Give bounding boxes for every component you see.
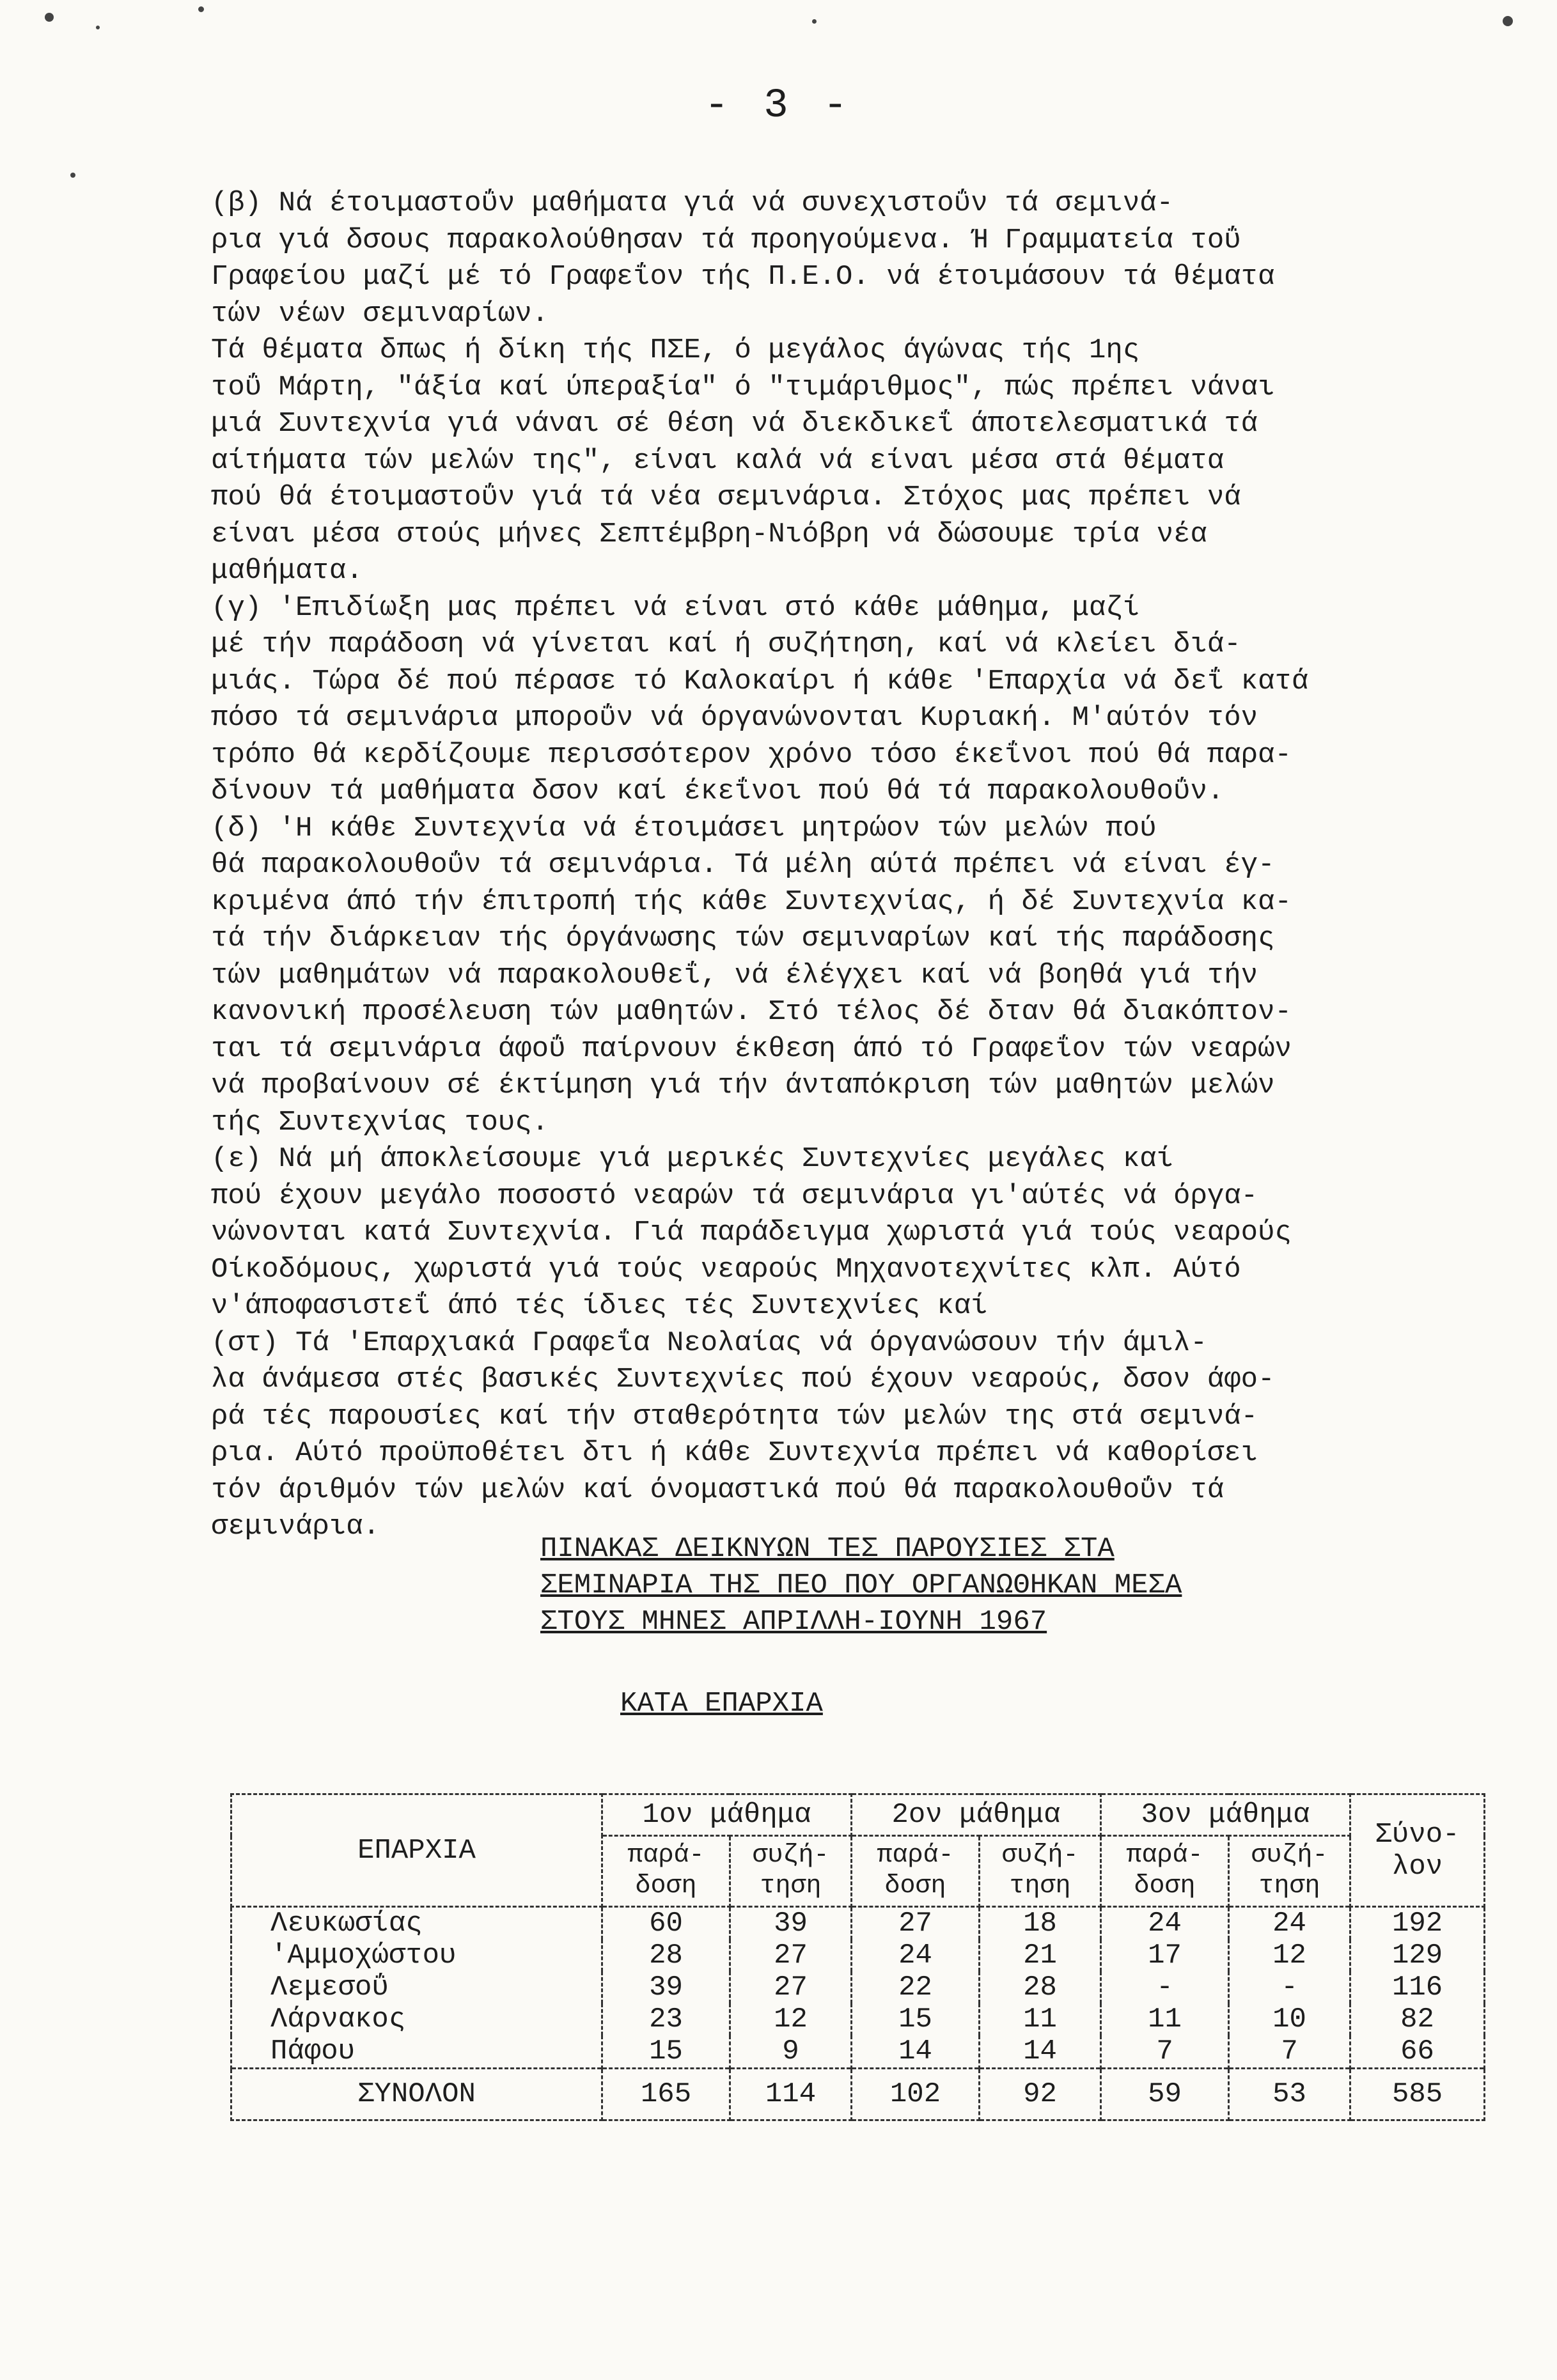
value-cell: 129	[1350, 1940, 1485, 1972]
value-cell: 9	[730, 2035, 852, 2069]
value-cell: 27	[730, 1940, 852, 1972]
value-cell: 24	[852, 1940, 980, 1972]
sub-delivery-2: παρά- δοση	[852, 1836, 980, 1907]
value-cell: -	[1101, 1972, 1229, 2003]
paragraph-st: (στ) Τά 'Επαρχιακά Γραφεΐα Νεολαίας νά όργανώσουν τήν άμιλ- λα άνάμεσα στές βασικές Συντεχνίες πού έχουν νεαρούς, δσον άφο- ρά τές παρουσίες καί τήν σταθερότητα τών μελών της στά σεμινά- ρια. Αύτό προϋποθέτει δτι ή κάθε Συντεχνία πρέπει νά καθορίσει τόν άριθμόν τών μελών καί όνομαστικά πού θά παρακολουθοΰν τά σεμινάρια.	[211, 1326, 1275, 1543]
table-row	[231, 1907, 1485, 1940]
table-row	[231, 2003, 1485, 2035]
col-lesson3-header: 3ον μάθημα	[1101, 1794, 1350, 1836]
sub-discussion-2: συζή- τηση	[980, 1836, 1101, 1907]
total-cell: 165	[602, 2069, 730, 2120]
value-cell: 66	[1350, 2035, 1485, 2069]
col-total-header: Σύνο- λον	[1350, 1794, 1485, 1907]
body-text	[211, 185, 1464, 1546]
value-cell: 21	[980, 1940, 1101, 1972]
attendance-table-wrap	[230, 1793, 1483, 2121]
value-cell: 27	[852, 1907, 980, 1940]
value-cell: 60	[602, 1907, 730, 1940]
value-cell: 7	[1101, 2035, 1229, 2069]
sub-discussion-3: συζή- τηση	[1229, 1836, 1350, 1907]
region-cell: Λευκωσίας	[231, 1907, 602, 1940]
sub-delivery-3: παρά- δοση	[1101, 1836, 1229, 1907]
table-row	[231, 1972, 1485, 2003]
value-cell: 18	[980, 1907, 1101, 1940]
value-cell: 28	[980, 1972, 1101, 2003]
col-lesson2-header: 2ον μάθημα	[852, 1794, 1101, 1836]
region-cell: Πάφου	[231, 2035, 602, 2069]
total-cell: 102	[852, 2069, 980, 2120]
sub-discussion-1: συζή- τηση	[730, 1836, 852, 1907]
value-cell: 10	[1229, 2003, 1350, 2035]
value-cell: 39	[602, 1972, 730, 2003]
total-cell: 585	[1350, 2069, 1485, 2120]
total-cell: 59	[1101, 2069, 1229, 2120]
value-cell: 28	[602, 1940, 730, 1972]
value-cell: 82	[1350, 2003, 1485, 2035]
attendance-table	[230, 1793, 1485, 2121]
region-cell: 'Αμμοχώστου	[231, 1940, 602, 1972]
paragraph-c: (γ) 'Επιδίωξη μας πρέπει νά είναι στό κάθε μάθημα, μαζί μέ τήν παράδοση νά γίνεται καί ή συζήτηση, καί νά κλείει διά- μιάς. Τώρα δέ πού πέρασε τό Καλοκαίρι ή κάθε 'Επαρχία νά δεΐ κατά πόσο τά σεμινάρια μποροΰν νά όργανώνονται Κυριακή. Μ'αύτόν τόν τρόπο θά κερδίζουμε περισσότερον χρόνο τόσο έκεΐνοι πού θά παρα- δίνουν τά μαθήματα δσον καί έκεΐνοι πού θά τά παρακολουθοΰν.	[211, 591, 1309, 807]
value-cell: 27	[730, 1972, 852, 2003]
paragraph-d: (δ) 'Η κάθε Συντεχνία νά έτοιμάσει μητρώον τών μελών πού θά παρακολουθοΰν τά σεμινάρια. Τά μέλη αύτά πρέπει νά είναι έγ- κριμένα άπό τήν έπιτροπή τής κάθε Συντεχνίας, ή δέ Συντεχνία κα- τά τήν διάρκειαν τής όργάνωσης τών σεμιναρίων καί τής παράδοσης τών μαθημάτων νά παρακολουθεΐ, νά έλέγχει καί νά βοηθά γιά τήν κανονική προσέλευση τών μαθητών. Στό τέλος δέ δταν θά διακόπτον- ται τά σεμινάρια άφοΰ παίρνουν έκθεση άπό τό Γραφεΐον τών νεαρών νά προβαίνουν σέ έκτίμηση γιά τήν άνταπόκριση τών μαθητών μελών τής Συντεχνίας τους.	[211, 812, 1292, 1139]
col-region-header: ΕΠΑΡΧΙΑ	[231, 1794, 602, 1907]
value-cell: 7	[1229, 2035, 1350, 2069]
paragraph-topics: Τά θέματα δπως ή δίκη τής ΠΣΕ, ό μεγάλος άγώνας τής 1ης τοΰ Μάρτη, "άξία καί ύπεραξία" ό "τιμάριθμος", πώς πρέπει νάναι μιά Συντεχνία γιά νάναι σέ θέση νά διεκδικεΐ άποτελεσματικά τά αίτήματα τών μελών της", είναι καλά νά είναι μέσα στά θέματα πού θά έτοιμαστοΰν γιά τά νέα σεμινάρια. Στόχος μας πρέπει νά είναι μέσα στούς μήνες Σεπτέμβρη-Νιόβρη νά δώσουμε τρία νέα μαθήματα.	[211, 334, 1275, 587]
value-cell: 23	[602, 2003, 730, 2035]
value-cell: 22	[852, 1972, 980, 2003]
sub-delivery-1: παρά- δοση	[602, 1836, 730, 1907]
value-cell: 24	[1101, 1907, 1229, 1940]
total-label: ΣΥΝΟΛΟΝ	[231, 2069, 602, 2120]
value-cell: 39	[730, 1907, 852, 1940]
value-cell: 24	[1229, 1907, 1350, 1940]
value-cell: 15	[852, 2003, 980, 2035]
page-number: - 3 -	[704, 83, 853, 129]
value-cell: 12	[1229, 1940, 1350, 1972]
value-cell: 116	[1350, 1972, 1485, 2003]
total-cell: 92	[980, 2069, 1101, 2120]
table-heading: ΠΙΝΑΚΑΣ ΔΕΙΚΝΥΩΝ ΤΕΣ ΠΑΡΟΥΣΙΕΣ ΣΤΑ ΣΕΜΙΝΑΡΙΑ ΤΗΣ ΠΕΟ ΠΟΥ ΟΡΓΑΝΩΘΗΚΑΝ ΜΕΣΑ ΣΤΟΥΣ ΜΗΝΕΣ ΑΠΡΙΛΛΗ-ΙΟΥΝΗ 1967	[540, 1533, 1182, 1638]
region-cell: Λεμεσοΰ	[231, 1972, 602, 2003]
header-row	[231, 1794, 1485, 1836]
value-cell: 14	[980, 2035, 1101, 2069]
total-row	[231, 2069, 1485, 2120]
value-cell: -	[1229, 1972, 1350, 2003]
value-cell: 11	[1101, 2003, 1229, 2035]
paragraph-b: (β) Νά έτοιμαστοΰν μαθήματα γιά νά συνεχιστοΰν τά σεμινά- ρια γιά δσους παρακολούθησαν τά προηγούμενα. Ή Γραμματεία τοΰ Γραφείου μαζί μέ τό Γραφεΐον τής Π.Ε.Ο. νά έτοιμάσουν τά θέματα τών νέων σεμιναρίων.	[211, 187, 1275, 330]
value-cell: 15	[602, 2035, 730, 2069]
region-cell: Λάρνακος	[231, 2003, 602, 2035]
total-cell: 53	[1229, 2069, 1350, 2120]
value-cell: 14	[852, 2035, 980, 2069]
value-cell: 11	[980, 2003, 1101, 2035]
value-cell: 12	[730, 2003, 852, 2035]
value-cell: 192	[1350, 1907, 1485, 1940]
table-row	[231, 2035, 1485, 2069]
total-cell: 114	[730, 2069, 852, 2120]
table-subheading: ΚΑΤΑ ΕΠΑΡΧΙΑ	[620, 1688, 823, 1720]
table-row	[231, 1940, 1485, 1972]
col-lesson1-header: 1ον μάθημα	[602, 1794, 852, 1836]
paragraph-e: (ε) Νά μή άποκλείσουμε γιά μερικές Συντεχνίες μεγάλες καί πού έχουν μεγάλο ποσοστό νεαρών τά σεμινάρια γι'αύτές νά όργα- νώνονται κατά Συντεχνία. Γιά παράδειγμα χωριστά γιά τούς νεαρούς Οίκοδόμους, χωριστά γιά τούς νεαρούς Μηχανοτεχνίτες κλπ. Αύτό ν'άποφασιστεΐ άπό τές ίδιες τές Συντεχνίες καί	[211, 1143, 1292, 1322]
value-cell: 17	[1101, 1940, 1229, 1972]
